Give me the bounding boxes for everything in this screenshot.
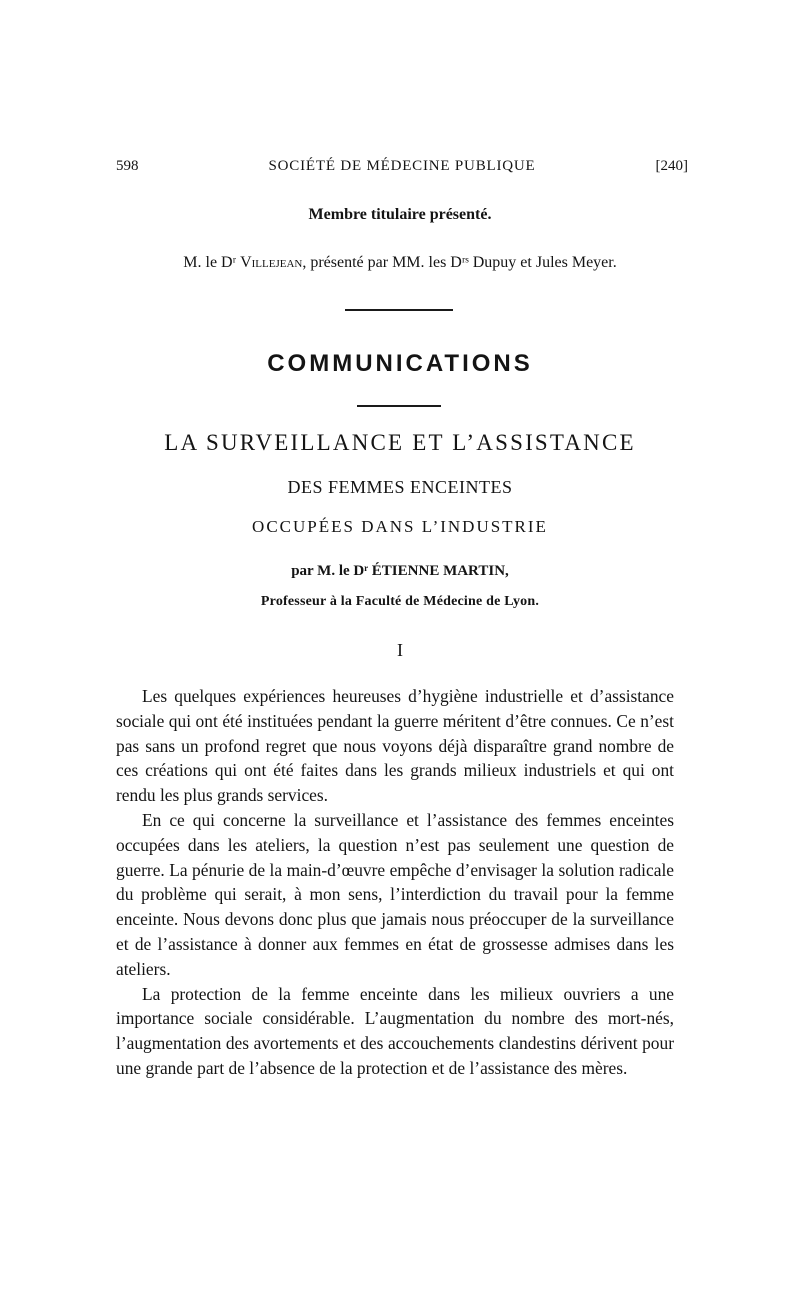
author-affiliation: Professeur à la Faculté de Médecine de Lyon.	[260, 594, 540, 609]
membre-heading: Membre titulaire présenté.	[308, 206, 492, 223]
section-number: [240]	[655, 158, 688, 174]
membre-line-prefix: M. le Dʳ	[183, 254, 241, 271]
article-body	[116, 684, 674, 1081]
article-title-line-2: DES FEMMES ENCEINTES	[287, 477, 513, 497]
page-number: 598	[116, 158, 139, 174]
article-title-line-1: LA SURVEILLANCE ET L’ASSISTANCE	[164, 430, 636, 455]
body-paragraph: En ce qui concerne la surveillance et l’assistance des femmes enceintes occupées dans les ateliers, la question n’est pas seulement une question de guerre. La pénurie de la main-d’œuvre empêche d’envisager la solution radicale du problème qui serait, à mon sens, l’interdiction du travail pour la femme enceinte. Nous devons donc plus que jamais nous préoccuper de la surveillance et de l’assistance à donner aux femmes en état de grossesse admises dans les ateliers.	[116, 809, 674, 979]
membre-line-suffix: , présenté par MM. les Dʳˢ Dupuy et Jules Meyer.	[302, 254, 617, 271]
running-header	[116, 155, 688, 177]
section-heading: COMMUNICATIONS	[267, 350, 533, 377]
article-title-line-3: OCCUPÉES DANS L’INDUSTRIE	[252, 517, 548, 536]
divider-rule-bottom	[357, 405, 441, 407]
author-byline: par M. le Dʳ ÉTIENNE MARTIN,	[291, 563, 509, 579]
body-paragraph: La protection de la femme enceinte dans les milieux ouvriers a une importance sociale considérable. L’augmentation du nombre des mort-nés, l’augmentation des avortements et des accouchements clandestins dérivent pour une grande part de l’absence de la protection et de l’assistance des mères.	[116, 983, 674, 1078]
membre-name: Villejean	[240, 254, 303, 271]
part-number: I	[397, 640, 403, 660]
divider-rule-top	[345, 309, 453, 311]
body-paragraph: Les quelques expériences heureuses d’hygiène industrielle et d’assistance sociale qui ont été instituées pendant la guerre méritent d’être connues. Ce n’est pas sans un profond regret que nous voyons déjà disparaître grand nombre de ces créations qui ont été faites dans les grands milieux industriels et qui ont rendu les plus grands services.	[116, 686, 674, 806]
membre-line	[0, 252, 800, 274]
running-title: SOCIÉTÉ DE MÉDECINE PUBLIQUE	[268, 158, 536, 174]
